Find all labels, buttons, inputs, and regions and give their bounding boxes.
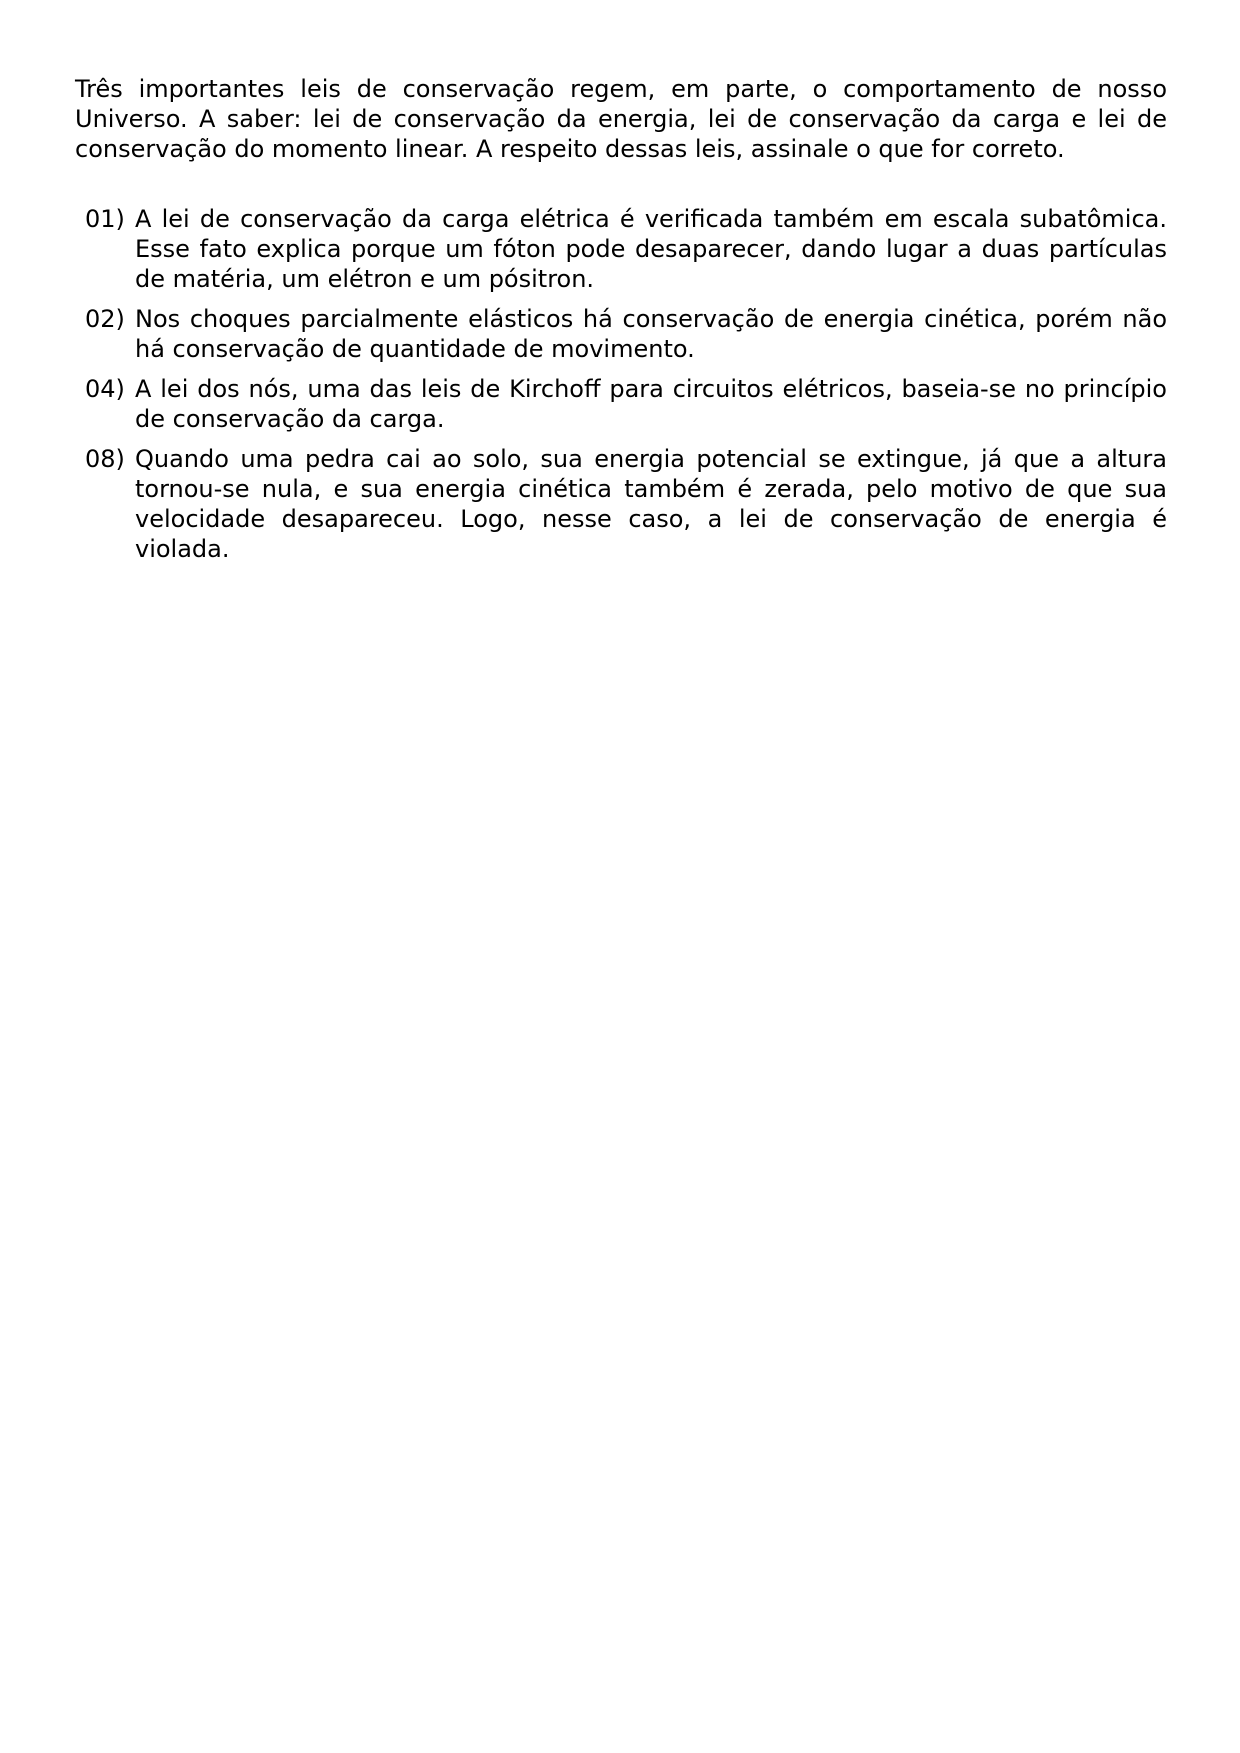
option-text: A lei de conservação da carga elétrica é verificada também em escala subatômica. Esse fato explica porque um fóton pode desaparecer, dando lugar a duas partículas de matéria, um elétron e um pósitron. <box>135 205 1167 293</box>
option-item-08 <box>75 444 1167 564</box>
option-item-02 <box>75 304 1167 364</box>
option-text: Nos choques parcialmente elásticos há conservação de energia cinética, porém não há conservação de quantidade de movimento. <box>135 305 1167 363</box>
option-number: 02) <box>85 305 125 333</box>
answer-options-list <box>75 204 1167 564</box>
question-intro: Três importantes leis de conservação regem, em parte, o comportamento de nosso Universo. A saber: lei de conservação da energia, lei de conservação da carga e lei de conservação do momento linear. A respeito dessas leis, assinale o que for correto. <box>75 75 1167 163</box>
question-page <box>75 74 1167 574</box>
option-item-04 <box>75 374 1167 434</box>
option-text: Quando uma pedra cai ao solo, sua energia potencial se extingue, já que a altura tornou-se nula, e sua energia cinética também é zerada, pelo motivo de que sua velocidade desapareceu. Logo, nesse caso, a lei de conservação de energia é violada. <box>135 445 1167 563</box>
option-item-01 <box>75 204 1167 294</box>
option-text: A lei dos nós, uma das leis de Kirchoff para circuitos elétricos, baseia-se no princípio de conservação da carga. <box>135 375 1167 433</box>
option-number: 08) <box>85 445 125 473</box>
option-number: 04) <box>85 375 125 403</box>
option-number: 01) <box>85 205 125 233</box>
